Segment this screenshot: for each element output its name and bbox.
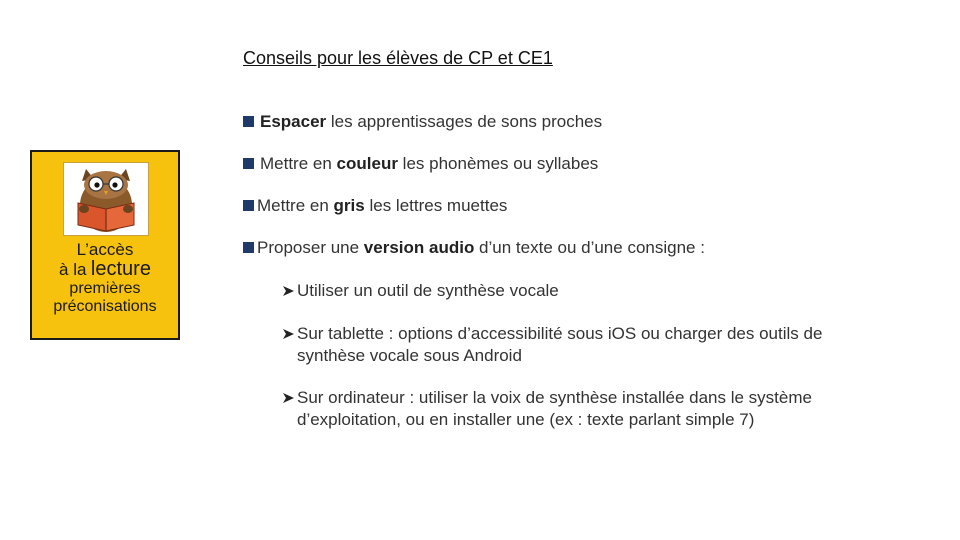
bullet-text: les apprentissages de sons proches	[326, 112, 603, 131]
lecture-badge	[30, 150, 180, 340]
sub-bullet-text: Sur ordinateur : utiliser la voix de synthèse installée dans le système	[297, 388, 812, 407]
bullet-couleur	[243, 154, 598, 174]
badge-line-1: L’accès	[76, 240, 134, 259]
owl-reading-book-icon	[63, 162, 149, 236]
checkbox-bullet-icon	[243, 116, 254, 127]
bullet-gris	[243, 196, 507, 216]
bullet-espacer	[243, 112, 602, 132]
bullet-bold: couleur	[336, 154, 398, 173]
sub-bullet-tablette	[282, 323, 822, 367]
checkbox-bullet-icon	[243, 242, 254, 253]
bullet-text: Proposer une	[257, 238, 364, 257]
bullet-text: d’un texte ou d’une consigne :	[474, 238, 705, 257]
badge-line-4: préconisations	[53, 298, 157, 315]
sub-bullet-text: Sur tablette : options d’accessibilité sous iOS ou charger des outils de	[297, 324, 823, 343]
sub-bullet-text-line2: d’exploitation, ou en installer une (ex : texte parlant simple 7)	[297, 410, 755, 429]
badge-line-2a: à la	[59, 260, 87, 279]
sub-bullet-synthese	[282, 280, 559, 302]
arrow-bullet-icon	[282, 280, 295, 302]
checkbox-bullet-icon	[243, 158, 254, 169]
arrow-bullet-icon	[282, 387, 295, 409]
checkbox-bullet-icon	[243, 200, 254, 211]
bullet-text: Mettre en	[257, 196, 334, 215]
bullet-bold: version audio	[363, 238, 475, 257]
arrow-bullet-icon	[282, 323, 295, 345]
sub-bullet-text: Utiliser un outil de synthèse vocale	[297, 281, 559, 300]
bullet-audio	[243, 238, 705, 258]
bullet-text: Mettre en	[260, 154, 337, 173]
badge-line-3: premières	[69, 280, 141, 297]
slide-title: Conseils pour les élèves de CP et CE1	[243, 48, 553, 68]
bullet-text: les lettres muettes	[364, 196, 508, 215]
badge-line-2	[32, 258, 178, 281]
badge-line-2b: lecture	[90, 258, 151, 280]
bullet-bold: gris	[333, 196, 365, 215]
bullet-bold: Espacer	[260, 112, 327, 131]
sub-bullet-ordinateur	[282, 387, 812, 431]
sub-bullet-text-line2: synthèse vocale sous Android	[297, 346, 522, 365]
bullet-text: les phonèmes ou syllabes	[397, 154, 599, 173]
